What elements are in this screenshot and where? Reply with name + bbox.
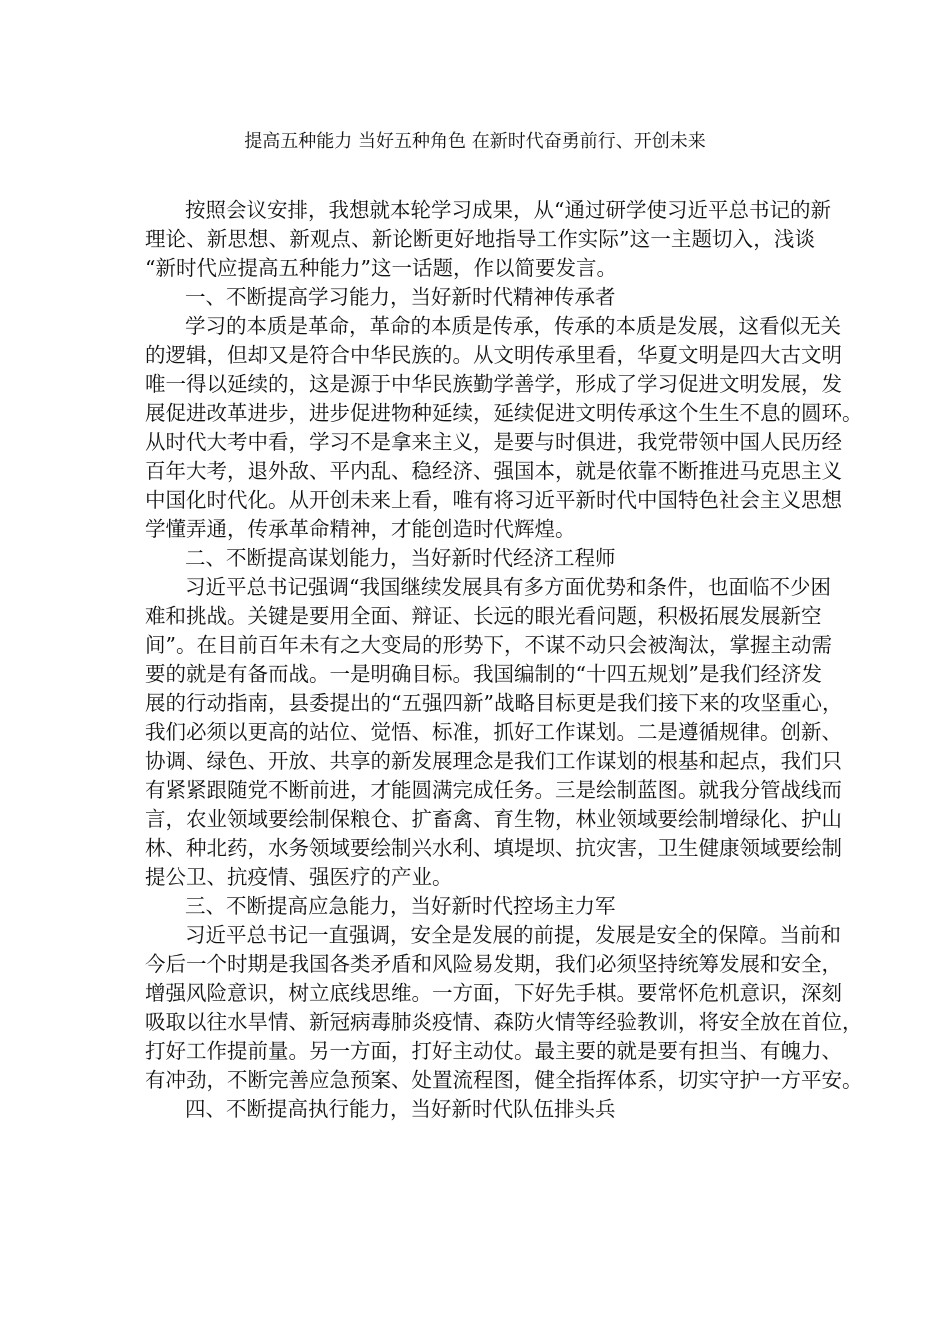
text-line: 打好工作提前量。另一方面，打好主动仗。最主要的就是要有担当、有魄力、	[145, 1039, 842, 1063]
document-title: 提高五种能力 当好五种角色 在新时代奋勇前行、开创未来	[244, 131, 706, 152]
text-line: 我们必须以更高的站位、觉悟、标准，抓好工作谋划。二是遵循规律。创新、	[145, 720, 842, 744]
text-line: 协调、绿色、开放、共享的新发展理念是我们工作谋划的根基和起点，我们只	[145, 749, 842, 773]
text-line: 展促进改革进步，进步促进物种延续，延续促进文明传承这个生生不息的圆环。	[145, 401, 863, 425]
text-line: 要的就是有备而战。一是明确目标。我国编制的“十四五规划”是我们经济发	[145, 662, 822, 686]
text-line: “新时代应提高五种能力”这一话题，作以简要发言。	[145, 256, 617, 280]
section-heading	[145, 544, 815, 573]
text-line: 展的行动指南，县委提出的“五强四新”战略目标更是我们接下来的攻坚重心，	[145, 691, 843, 715]
text-line: 今后一个时期是我国各类矛盾和风险易发期，我们必须坚持统筹发展和安全，	[145, 952, 842, 976]
text-line: 三、不断提高应急能力，当好新时代控场主力军	[185, 894, 616, 918]
text-line: 提公卫、抗疫情、强医疗的产业。	[145, 865, 453, 889]
text-line: 难和挑战。关键是要用全面、辩证、长远的眼光看问题，积极拓展发展新空	[145, 604, 822, 628]
text-line: 的逻辑，但却又是符合中华民族的。从文明传承里看，华夏文明是四大古文明	[145, 343, 842, 367]
paragraph	[145, 312, 863, 544]
text-line: 习近平总书记强调“我国继续发展具有多方面优势和条件，也面临不少困	[185, 575, 831, 599]
document-body	[145, 196, 863, 1124]
text-line: 理论、新思想、新观点、新论断更好地指导工作实际”这一主题切入，浅谈	[145, 227, 815, 251]
text-line: 间”。在目前百年未有之大变局的形势下，不谋不动只会被淘汰，掌握主动需	[145, 633, 832, 657]
text-line: 林、种北药，水务领域要绘制兴水利、填堤坝、抗灾害，卫生健康领域要绘制	[145, 836, 842, 860]
paragraph	[145, 196, 831, 283]
section-heading	[145, 1095, 815, 1124]
text-line: 增强风险意识，树立底线思维。一方面，下好先手棋。要常怀危机意识，深刻	[145, 981, 842, 1005]
text-line: 言，农业领域要绘制保粮仓、扩畜禽、育生物，林业领域要绘制增绿化、护山	[145, 807, 842, 831]
text-line: 唯一得以延续的，这是源于中华民族勤学善学，形成了学习促进文明发展，发	[145, 372, 842, 396]
paragraph	[145, 921, 863, 1095]
section-heading	[145, 283, 815, 312]
text-line: 中国化时代化。从开创未来上看，唯有将习近平新时代中国特色社会主义思想	[145, 488, 842, 512]
text-line: 学习的本质是革命，革命的本质是传承，传承的本质是发展，这看似无关	[185, 314, 841, 338]
text-line: 有冲劲，不断完善应急预案、处置流程图，健全指挥体系，切实守护一方平安。	[145, 1068, 863, 1092]
text-line: 百年大考，退外敌、平内乱、稳经济、强国本，就是依靠不断推进马克思主义	[145, 459, 842, 483]
text-line: 按照会议安排，我想就本轮学习成果，从“通过研学使习近平总书记的新	[185, 198, 831, 222]
text-line: 一、不断提高学习能力，当好新时代精神传承者	[185, 285, 616, 309]
text-line: 有紧紧跟随党不断前进，才能圆满完成任务。三是绘制蓝图。就我分管战线而	[145, 778, 842, 802]
paragraph	[145, 573, 843, 892]
text-line: 从时代大考中看，学习不是拿来主义，是要与时俱进，我党带领中国人民历经	[145, 430, 842, 454]
section-heading	[145, 892, 815, 921]
text-line: 学懂弄通，传承革命精神，才能创造时代辉煌。	[145, 517, 576, 541]
text-line: 二、不断提高谋划能力，当好新时代经济工程师	[185, 546, 616, 570]
text-line: 习近平总书记一直强调，安全是发展的前提，发展是安全的保障。当前和	[185, 923, 841, 947]
text-line: 吸取以往水旱情、新冠病毒肺炎疫情、森防火情等经验教训，将安全放在首位，	[145, 1010, 863, 1034]
text-line: 四、不断提高执行能力，当好新时代队伍排头兵	[185, 1097, 616, 1121]
